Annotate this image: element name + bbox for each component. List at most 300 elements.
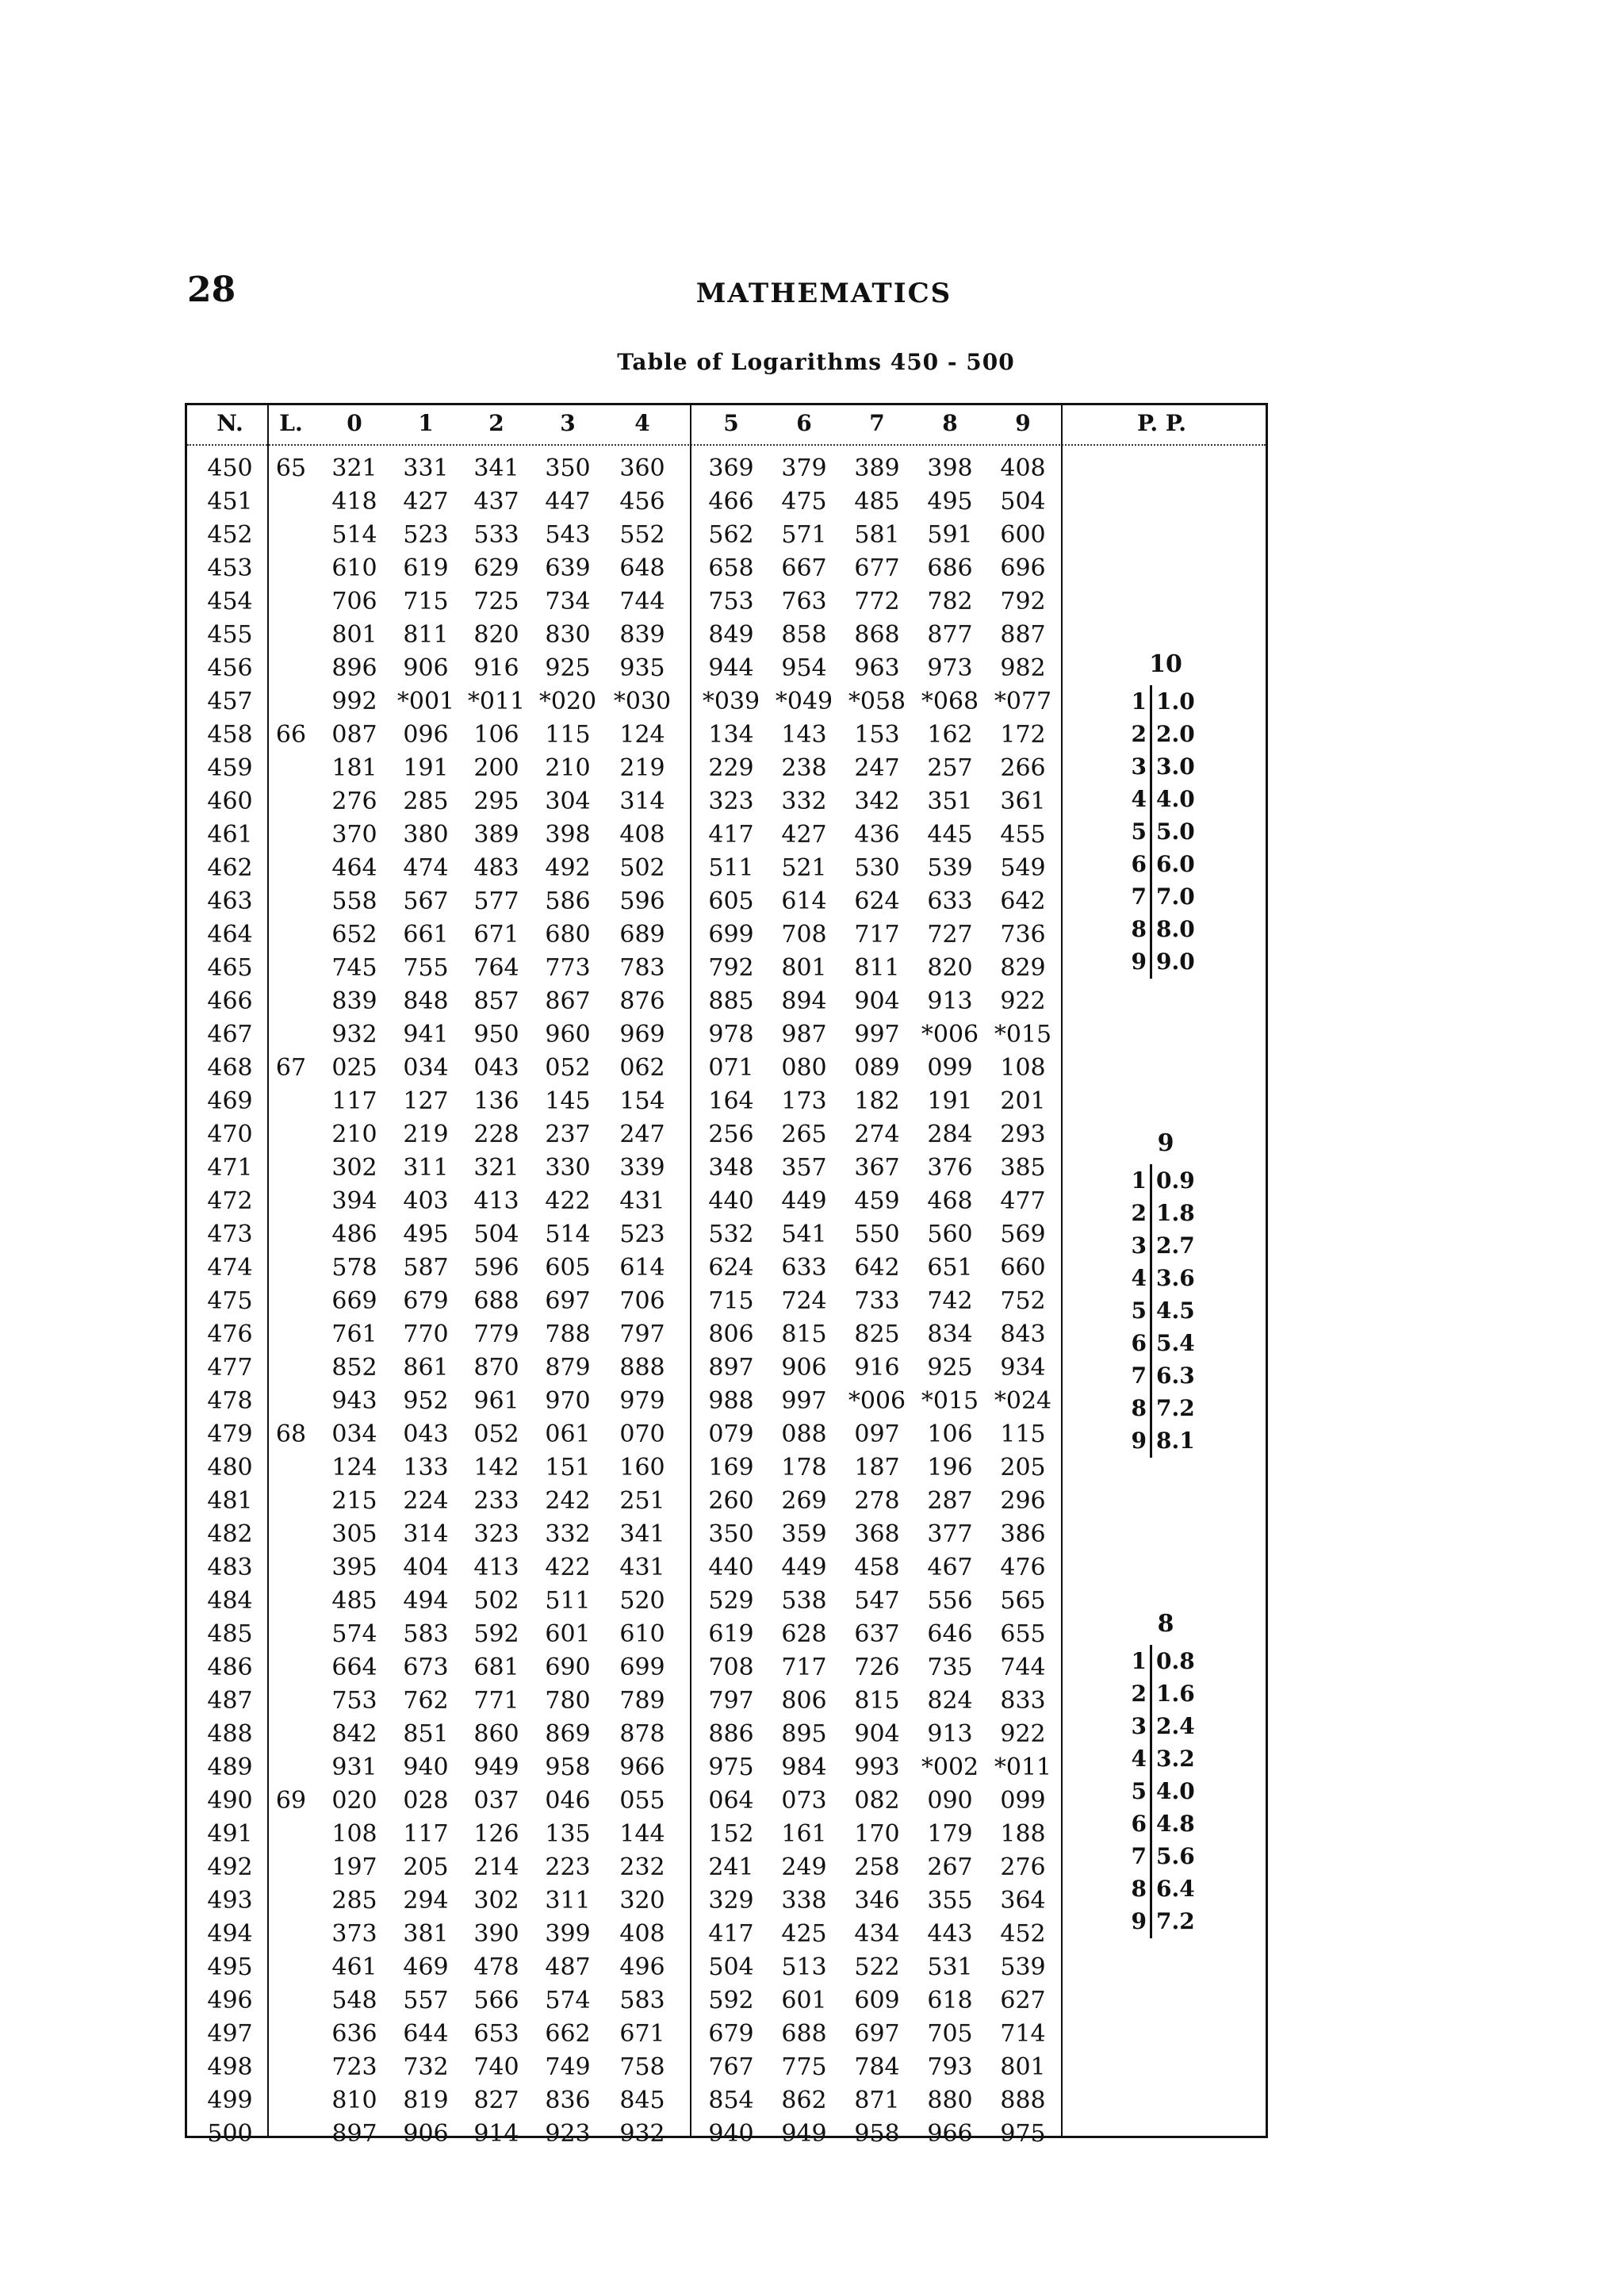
table-cell: 314	[619, 788, 665, 815]
table-cell: 869	[545, 1720, 591, 1748]
table-cell: 229	[708, 754, 754, 782]
table-cell: 667	[781, 554, 827, 582]
table-cell: 819	[403, 2087, 449, 2114]
table-cell: *002	[921, 1753, 979, 1781]
pp-row-value: 0.8	[1156, 1648, 1195, 1674]
table-cell: 135	[545, 1820, 591, 1848]
table-cell: 655	[1000, 1620, 1046, 1648]
table-cell: 810	[331, 2087, 377, 2114]
table-row-n: 493	[207, 1887, 253, 1914]
table-cell: 997	[781, 1387, 827, 1415]
table-row-n: 487	[207, 1687, 253, 1715]
table-cell: 443	[927, 1920, 973, 1948]
table-cell: 851	[403, 1720, 449, 1748]
table-cell: 434	[854, 1920, 900, 1948]
table-cell: 099	[927, 1054, 973, 1082]
table-cell: 614	[781, 887, 827, 915]
table-cell: 151	[545, 1454, 591, 1481]
pp-row-index: 8	[1124, 1872, 1152, 1906]
table-cell: 916	[473, 654, 519, 682]
pp-block-title: 10	[1149, 650, 1182, 678]
table-cell: 797	[708, 1687, 754, 1715]
table-row-n: 491	[207, 1820, 253, 1848]
pp-row	[1124, 815, 1228, 849]
pp-row	[1124, 1392, 1228, 1425]
table-cell: 569	[1000, 1221, 1046, 1248]
pp-row-index: 5	[1124, 1294, 1152, 1328]
table-cell: 935	[619, 654, 665, 682]
table-cell: 940	[708, 2120, 754, 2148]
table-cell: 801	[1000, 2053, 1046, 2081]
table-cell: 848	[403, 987, 449, 1015]
table-cell: *015	[994, 1021, 1052, 1048]
table-cell: 671	[619, 2020, 665, 2048]
table-cell: 265	[781, 1121, 827, 1148]
table-cell: 764	[473, 954, 519, 982]
table-cell: 070	[619, 1420, 665, 1448]
table-cell: 055	[619, 1787, 665, 1815]
table-cell: 205	[403, 1853, 449, 1881]
table-cell: 723	[331, 2053, 377, 2081]
table-row-n: 473	[207, 1221, 253, 1248]
table-cell: 034	[331, 1420, 377, 1448]
table-cell: 913	[927, 987, 973, 1015]
table-cell: 637	[854, 1620, 900, 1648]
pp-row-index: 4	[1124, 1742, 1152, 1776]
divider-after-4	[690, 403, 691, 2138]
table-cell: 124	[331, 1454, 377, 1481]
table-cell: 106	[927, 1420, 973, 1448]
table-cell: 249	[781, 1853, 827, 1881]
pp-row	[1124, 1742, 1228, 1776]
table-cell: 502	[473, 1587, 519, 1615]
table-cell: 145	[545, 1087, 591, 1115]
table-row-n: 458	[207, 721, 253, 749]
pp-row-value: 4.0	[1156, 1778, 1195, 1804]
table-cell: *058	[848, 688, 906, 715]
table-cell: 477	[1000, 1187, 1046, 1215]
table-cell: 583	[403, 1620, 449, 1648]
table-cell: 646	[927, 1620, 973, 1648]
table-cell: 783	[619, 954, 665, 982]
table-cell: 284	[927, 1121, 973, 1148]
table-cell: 161	[781, 1820, 827, 1848]
table-cell: 829	[1000, 954, 1046, 982]
table-cell: 142	[473, 1454, 519, 1481]
table-row-n: 466	[207, 987, 253, 1015]
table-cell: 586	[545, 887, 591, 915]
pp-row-value: 1.6	[1156, 1681, 1195, 1707]
table-cell: 342	[854, 788, 900, 815]
table-cell: 950	[473, 1021, 519, 1048]
table-row-n: 481	[207, 1487, 253, 1515]
table-cell: 269	[781, 1487, 827, 1515]
table-cell: 469	[403, 1953, 449, 1981]
table-row-n: 451	[207, 488, 253, 516]
pp-row-value: 8.0	[1156, 916, 1195, 942]
table-cell: 763	[781, 588, 827, 615]
table-cell: 323	[473, 1520, 519, 1548]
table-cell: 494	[403, 1587, 449, 1615]
table-cell: 321	[473, 1154, 519, 1182]
table-cell: 427	[403, 488, 449, 516]
table-cell: 662	[545, 2020, 591, 2048]
pp-row	[1124, 685, 1228, 719]
table-cell: 389	[473, 821, 519, 849]
table-cell: 820	[927, 954, 973, 982]
table-cell: 824	[927, 1687, 973, 1715]
pp-row-value: 4.8	[1156, 1811, 1195, 1837]
pp-row-index: 1	[1124, 1164, 1152, 1198]
table-cell: 530	[854, 854, 900, 882]
pp-row	[1124, 1775, 1228, 1808]
table-cell: 251	[619, 1487, 665, 1515]
table-cell: 361	[1000, 788, 1046, 815]
pp-row	[1124, 1905, 1228, 1938]
table-cell: 201	[1000, 1087, 1046, 1115]
pp-row	[1124, 1359, 1228, 1393]
table-cell: 761	[331, 1320, 377, 1348]
table-row-n: 460	[207, 788, 253, 815]
table-cell: 502	[619, 854, 665, 882]
table-row-n: 457	[207, 688, 253, 715]
table-cell: 153	[854, 721, 900, 749]
pp-row-index: 7	[1124, 1359, 1152, 1393]
table-cell: 247	[854, 754, 900, 782]
table-cell: 351	[927, 788, 973, 815]
table-cell: *024	[994, 1387, 1052, 1415]
table-cell: 355	[927, 1887, 973, 1914]
table-cell: 394	[331, 1187, 377, 1215]
table-cell: 888	[619, 1354, 665, 1382]
table-cell: 782	[927, 588, 973, 615]
table-cell: 089	[854, 1054, 900, 1082]
table-cell: 408	[619, 1920, 665, 1948]
table-row-n: 478	[207, 1387, 253, 1415]
table-row-n: 482	[207, 1520, 253, 1548]
table-cell: 624	[708, 1254, 754, 1282]
pp-row-index: 1	[1124, 685, 1152, 719]
table-cell: 514	[545, 1221, 591, 1248]
table-cell: 097	[854, 1420, 900, 1448]
table-cell: *077	[994, 688, 1052, 715]
table-cell: 997	[854, 1021, 900, 1048]
table-cell: 562	[708, 521, 754, 549]
table-cell: 896	[331, 654, 377, 682]
table-cell: 772	[854, 588, 900, 615]
table-cell: 399	[545, 1920, 591, 1948]
table-cell: 043	[403, 1420, 449, 1448]
table-cell: 877	[927, 621, 973, 649]
table-cell: 238	[781, 754, 827, 782]
pp-row	[1124, 1645, 1228, 1678]
table-cell: 330	[545, 1154, 591, 1182]
pp-row-value: 2.4	[1156, 1713, 1195, 1739]
table-cell: 389	[854, 454, 900, 482]
pp-row	[1124, 718, 1228, 751]
table-cell: 485	[854, 488, 900, 516]
table-cell: 464	[331, 854, 377, 882]
table-cell: 339	[619, 1154, 665, 1182]
table-cell: 090	[927, 1787, 973, 1815]
table-cell: 648	[619, 554, 665, 582]
pp-row-value: 3.6	[1156, 1265, 1195, 1291]
table-cell: 169	[708, 1454, 754, 1481]
pp-row-index: 2	[1124, 1197, 1152, 1230]
table-cell: 523	[619, 1221, 665, 1248]
table-cell: 733	[854, 1287, 900, 1315]
table-cell: 966	[619, 1753, 665, 1781]
pp-row-index: 9	[1124, 945, 1152, 979]
table-cell: 232	[619, 1853, 665, 1881]
table-cell: 862	[781, 2087, 827, 2114]
table-cell: 296	[1000, 1487, 1046, 1515]
pp-row-value: 6.0	[1156, 851, 1195, 877]
table-cell: 845	[619, 2087, 665, 2114]
table-cell: *001	[396, 688, 455, 715]
table-cell: 771	[473, 1687, 519, 1715]
table-cell: 686	[927, 554, 973, 582]
table-cell: 767	[708, 2053, 754, 2081]
table-cell: 827	[473, 2087, 519, 2114]
table-cell: 932	[331, 1021, 377, 1048]
pp-row-index: 9	[1124, 1905, 1152, 1938]
table-cell: 740	[473, 2053, 519, 2081]
table-cell: 341	[473, 454, 519, 482]
table-cell: 127	[403, 1087, 449, 1115]
table-cell: 696	[1000, 554, 1046, 582]
table-cell: 839	[331, 987, 377, 1015]
table-row-n: 453	[207, 554, 253, 582]
table-cell: 697	[854, 2020, 900, 2048]
column-header-n: N.	[216, 410, 243, 436]
table-cell: 931	[331, 1753, 377, 1781]
table-cell: 925	[927, 1354, 973, 1382]
pp-row-index: 6	[1124, 848, 1152, 881]
table-cell: 673	[403, 1654, 449, 1681]
table-cell: 495	[403, 1221, 449, 1248]
table-cell: 975	[708, 1753, 754, 1781]
table-cell: 932	[619, 2120, 665, 2148]
table-cell: 975	[1000, 2120, 1046, 2148]
table-cell: 064	[708, 1787, 754, 1815]
table-cell: 376	[927, 1154, 973, 1182]
table-row-n: 459	[207, 754, 253, 782]
table-cell: 792	[708, 954, 754, 982]
table-cell: 368	[854, 1520, 900, 1548]
table-cell: 164	[708, 1087, 754, 1115]
table-cell: 539	[1000, 1953, 1046, 1981]
table-cell: 431	[619, 1554, 665, 1581]
table-cell: 181	[331, 754, 377, 782]
pp-row-value: 9.0	[1156, 949, 1195, 975]
table-cell: 578	[331, 1254, 377, 1282]
table-cell: 377	[927, 1520, 973, 1548]
table-cell: 422	[545, 1554, 591, 1581]
table-cell: 744	[619, 588, 665, 615]
table-cell: 417	[708, 821, 754, 849]
table-cell: 437	[473, 488, 519, 516]
table-cell: 895	[781, 1720, 827, 1748]
table-cell: 267	[927, 1853, 973, 1881]
table-row-n: 474	[207, 1254, 253, 1282]
table-row-n: 492	[207, 1853, 253, 1881]
table-cell: 305	[331, 1520, 377, 1548]
pp-row-value: 8.1	[1156, 1428, 1195, 1454]
table-cell: 350	[545, 454, 591, 482]
table-cell: 260	[708, 1487, 754, 1515]
table-cell: 136	[473, 1087, 519, 1115]
pp-row	[1124, 848, 1228, 881]
table-cell: 285	[403, 788, 449, 815]
table-cell: 398	[545, 821, 591, 849]
table-cell: 295	[473, 788, 519, 815]
table-cell: 037	[473, 1787, 519, 1815]
table-cell: 839	[619, 621, 665, 649]
pp-row-value: 1.0	[1156, 688, 1195, 715]
table-cell: 360	[619, 454, 665, 482]
table-cell: 556	[927, 1587, 973, 1615]
pp-row-value: 1.8	[1156, 1200, 1195, 1226]
table-cell: *039	[702, 688, 760, 715]
table-cell: 080	[781, 1054, 827, 1082]
table-row-l: 67	[275, 1054, 307, 1082]
table-cell: 894	[781, 987, 827, 1015]
column-header-digit: 7	[869, 410, 885, 436]
table-cell: 583	[619, 1987, 665, 2014]
table-cell: 690	[545, 1654, 591, 1681]
table-cell: 548	[331, 1987, 377, 2014]
table-row-n: 497	[207, 2020, 253, 2048]
table-cell: 413	[473, 1554, 519, 1581]
column-header-digit: 1	[418, 410, 434, 436]
table-cell: *030	[613, 688, 672, 715]
table-cell: 779	[473, 1320, 519, 1348]
table-cell: 115	[545, 721, 591, 749]
table-cell: 943	[331, 1387, 377, 1415]
table-cell: 762	[403, 1687, 449, 1715]
table-cell: 369	[708, 454, 754, 482]
table-caption: Table of Logarithms 450 - 500	[617, 349, 1015, 375]
table-cell: 379	[781, 454, 827, 482]
table-row-n: 484	[207, 1587, 253, 1615]
table-cell: 398	[927, 454, 973, 482]
table-cell: 287	[927, 1487, 973, 1515]
pp-row	[1124, 1840, 1228, 1873]
table-cell: 854	[708, 2087, 754, 2114]
table-cell: 922	[1000, 1720, 1046, 1748]
table-cell: 214	[473, 1853, 519, 1881]
pp-row-value: 7.0	[1156, 883, 1195, 910]
column-header-digit: 6	[796, 410, 812, 436]
table-cell: 458	[854, 1554, 900, 1581]
table-cell: 993	[854, 1753, 900, 1781]
table-cell: 963	[854, 654, 900, 682]
table-cell: *011	[994, 1753, 1052, 1781]
table-row-n: 488	[207, 1720, 253, 1748]
pp-row	[1124, 1807, 1228, 1841]
table-cell: 591	[927, 521, 973, 549]
table-cell: 357	[781, 1154, 827, 1182]
table-cell: 732	[403, 2053, 449, 2081]
table-cell: 987	[781, 1021, 827, 1048]
table-cell: 513	[781, 1953, 827, 1981]
table-row-n: 468	[207, 1054, 253, 1082]
table-cell: 624	[854, 887, 900, 915]
table-row-n: 467	[207, 1021, 253, 1048]
pp-row-index: 3	[1124, 750, 1152, 784]
table-cell: 715	[403, 588, 449, 615]
table-cell: 495	[927, 488, 973, 516]
table-cell: 233	[473, 1487, 519, 1515]
table-cell: 341	[619, 1520, 665, 1548]
table-cell: 982	[1000, 654, 1046, 682]
table-cell: 504	[473, 1221, 519, 1248]
table-cell: 742	[927, 1287, 973, 1315]
page-number: 28	[187, 270, 236, 310]
table-cell: 483	[473, 854, 519, 882]
table-cell: 949	[781, 2120, 827, 2148]
table-cell: 549	[1000, 854, 1046, 882]
table-cell: 276	[331, 788, 377, 815]
table-cell: *020	[538, 688, 597, 715]
table-cell: 708	[708, 1654, 754, 1681]
pp-row-value: 5.6	[1156, 1843, 1195, 1869]
table-cell: 970	[545, 1387, 591, 1415]
table-cell: 714	[1000, 2020, 1046, 2048]
table-cell: 449	[781, 1187, 827, 1215]
pp-row-value: 4.5	[1156, 1297, 1195, 1324]
table-cell: 152	[708, 1820, 754, 1848]
table-cell: 797	[619, 1320, 665, 1348]
column-header-digit: 9	[1015, 410, 1031, 436]
table-cell: 276	[1000, 1853, 1046, 1881]
table-cell: 445	[927, 821, 973, 849]
table-cell: 596	[473, 1254, 519, 1282]
table-cell: 773	[545, 954, 591, 982]
pp-row-value: 7.2	[1156, 1908, 1195, 1934]
pp-row-index: 1	[1124, 1645, 1152, 1678]
table-cell: *068	[921, 688, 979, 715]
table-cell: 099	[1000, 1787, 1046, 1815]
table-cell: 688	[781, 2020, 827, 2048]
table-cell: 708	[781, 921, 827, 949]
table-cell: 601	[781, 1987, 827, 2014]
table-cell: 466	[708, 488, 754, 516]
table-cell: 108	[331, 1820, 377, 1848]
table-cell: 954	[781, 654, 827, 682]
table-cell: 179	[927, 1820, 973, 1848]
table-cell: 293	[1000, 1121, 1046, 1148]
table-cell: 096	[403, 721, 449, 749]
table-row-n: 486	[207, 1654, 253, 1681]
table-cell: 565	[1000, 1587, 1046, 1615]
table-cell: 671	[473, 921, 519, 949]
pp-row-index: 8	[1124, 1392, 1152, 1425]
table-cell: 538	[781, 1587, 827, 1615]
pp-row-index: 5	[1124, 1775, 1152, 1808]
table-cell: 440	[708, 1187, 754, 1215]
table-cell: 940	[403, 1753, 449, 1781]
table-row-n: 489	[207, 1753, 253, 1781]
table-cell: 897	[331, 2120, 377, 2148]
table-cell: 547	[854, 1587, 900, 1615]
table-cell: 468	[927, 1187, 973, 1215]
table-cell: 219	[403, 1121, 449, 1148]
table-row-n: 456	[207, 654, 253, 682]
pp-row	[1124, 945, 1228, 979]
table-row-n: 472	[207, 1187, 253, 1215]
